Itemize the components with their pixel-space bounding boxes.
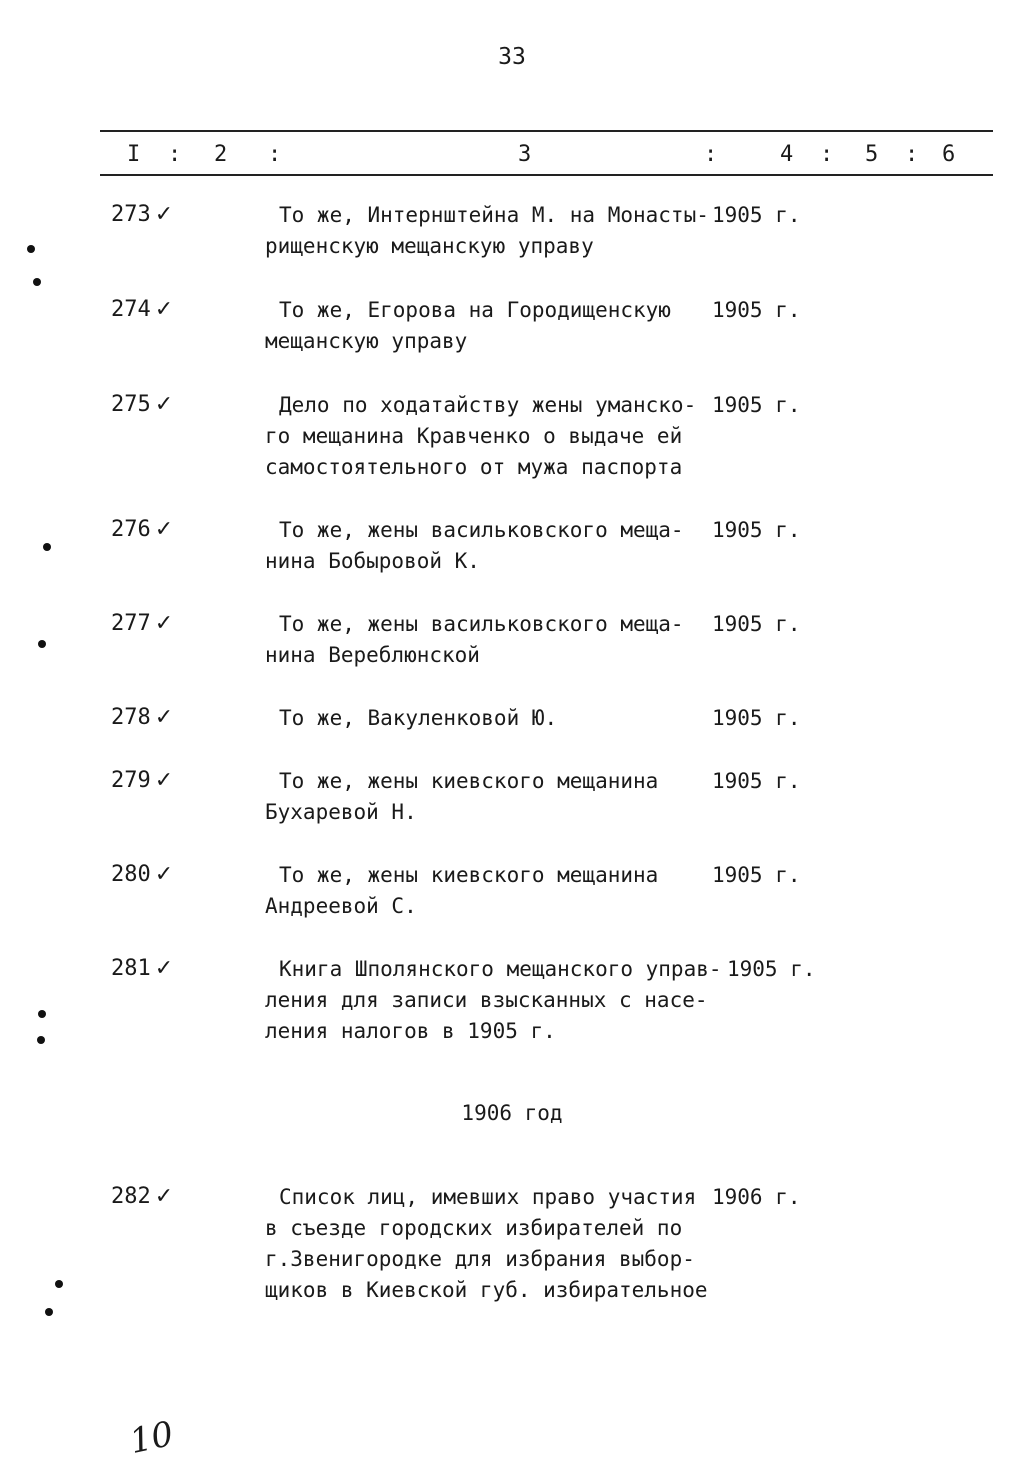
- description-line: То же, Егорова на Городищенскую: [279, 298, 671, 322]
- description-line: Дело по ходатайству жены уманско-: [279, 393, 697, 417]
- description-line: Книга Шполянского мещанского управ-: [279, 957, 722, 981]
- header-separator: :: [168, 142, 182, 167]
- entry-description: [265, 295, 715, 357]
- binding-hole-mark: [45, 1308, 53, 1316]
- header-col-5: 5: [865, 142, 879, 167]
- check-mark-icon: ✓: [154, 768, 174, 793]
- entry-year: 1906 г.: [712, 1185, 801, 1209]
- entry-description: [265, 954, 735, 1047]
- section-heading-year: 1906 год: [461, 1101, 563, 1125]
- binding-hole-mark: [37, 1036, 45, 1044]
- entry-year: 1905 г.: [712, 298, 801, 322]
- table-header-bottom-rule: [100, 174, 993, 176]
- entry-year: 1905 г.: [712, 203, 801, 227]
- entry-number-text: 273: [111, 202, 151, 227]
- description-line: самостоятельного от мужа паспорта: [265, 455, 683, 479]
- description-line: То же, жены васильковского меща-: [279, 612, 684, 636]
- entry-number-text: 277: [111, 611, 151, 636]
- description-line: То же, жены киевского мещанина: [279, 863, 659, 887]
- entry-number: [111, 705, 173, 730]
- description-line: г.Звенигородке для избрания выбор-: [265, 1247, 695, 1271]
- check-mark-icon: ✓: [154, 297, 174, 322]
- check-mark-icon: ✓: [154, 611, 174, 636]
- check-mark-icon: ✓: [154, 862, 174, 887]
- entry-number: [111, 768, 173, 793]
- entry-number: [111, 202, 173, 227]
- entry-description: [265, 703, 715, 734]
- entry-number-text: 275: [111, 392, 151, 417]
- entry-description: [265, 766, 715, 828]
- binding-hole-mark: [38, 640, 46, 648]
- header-col-3: 3: [518, 142, 532, 167]
- description-line: щиков в Киевской губ. избирательное: [265, 1278, 708, 1302]
- header-col-1: I: [127, 142, 141, 167]
- entry-description: [265, 515, 715, 577]
- description-line: То же, жены васильковского меща-: [279, 518, 684, 542]
- description-line: Список лиц, имевших право участия: [279, 1185, 697, 1209]
- table-header-top-rule: [100, 130, 993, 132]
- description-line: мещанскую управу: [265, 329, 468, 353]
- header-separator: :: [905, 142, 919, 167]
- entry-year: 1905 г.: [727, 957, 816, 981]
- description-line: рищенскую мещанскую управу: [265, 234, 594, 258]
- header-separator: :: [268, 142, 282, 167]
- page-number: 33: [498, 44, 526, 70]
- check-mark-icon: ✓: [154, 1184, 174, 1209]
- description-line: Андреевой С.: [265, 894, 417, 918]
- check-mark-icon: ✓: [154, 956, 174, 981]
- binding-hole-mark: [33, 278, 41, 286]
- header-col-6: 6: [942, 142, 956, 167]
- entry-number-text: 281: [111, 956, 151, 981]
- entry-year: 1905 г.: [712, 612, 801, 636]
- header-col-2: 2: [214, 142, 228, 167]
- entry-year: 1905 г.: [712, 706, 801, 730]
- entry-description: [265, 1182, 715, 1306]
- entry-number: [111, 297, 173, 322]
- entry-number-text: 279: [111, 768, 151, 793]
- binding-hole-mark: [38, 1010, 46, 1018]
- description-line: го мещанина Кравченко о выдаче ей: [265, 424, 683, 448]
- entry-number-text: 278: [111, 705, 151, 730]
- check-mark-icon: ✓: [154, 517, 174, 542]
- check-mark-icon: ✓: [154, 705, 174, 730]
- description-line: в съезде городских избирателей по: [265, 1216, 683, 1240]
- description-line: ления для записи взысканных с насе-: [265, 988, 708, 1012]
- entry-year: 1905 г.: [712, 393, 801, 417]
- description-line: То же, Вакуленковой Ю.: [279, 706, 558, 730]
- description-line: То же, Интернштейна М. на Монасты-: [279, 203, 709, 227]
- entry-year: 1905 г.: [712, 769, 801, 793]
- entry-number: [111, 956, 173, 981]
- entry-number-text: 280: [111, 862, 151, 887]
- entry-number-text: 276: [111, 517, 151, 542]
- description-line: ления налогов в 1905 г.: [265, 1019, 556, 1043]
- entry-year: 1905 г.: [712, 863, 801, 887]
- entry-number: [111, 862, 173, 887]
- binding-hole-mark: [55, 1280, 63, 1288]
- entry-number: [111, 517, 173, 542]
- entry-year: 1905 г.: [712, 518, 801, 542]
- header-col-4: 4: [780, 142, 794, 167]
- entry-number-text: 282: [111, 1184, 151, 1209]
- header-separator: :: [704, 142, 718, 167]
- binding-hole-mark: [27, 245, 35, 253]
- entry-number: [111, 1184, 173, 1209]
- header-separator: :: [820, 142, 834, 167]
- description-line: нина Вереблюнской: [265, 643, 480, 667]
- entry-description: [265, 609, 715, 671]
- entry-number: [111, 392, 173, 417]
- description-line: Бухаревой Н.: [265, 800, 417, 824]
- entry-description: [265, 390, 715, 483]
- binding-hole-mark: [43, 543, 51, 551]
- entry-description: [265, 200, 715, 262]
- check-mark-icon: ✓: [154, 202, 174, 227]
- entry-number-text: 274: [111, 297, 151, 322]
- entry-number: [111, 611, 173, 636]
- description-line: То же, жены киевского мещанина: [279, 769, 659, 793]
- handwritten-note: 10: [126, 1413, 177, 1463]
- description-line: нина Бобыровой К.: [265, 549, 480, 573]
- check-mark-icon: ✓: [154, 392, 174, 417]
- entry-description: [265, 860, 715, 922]
